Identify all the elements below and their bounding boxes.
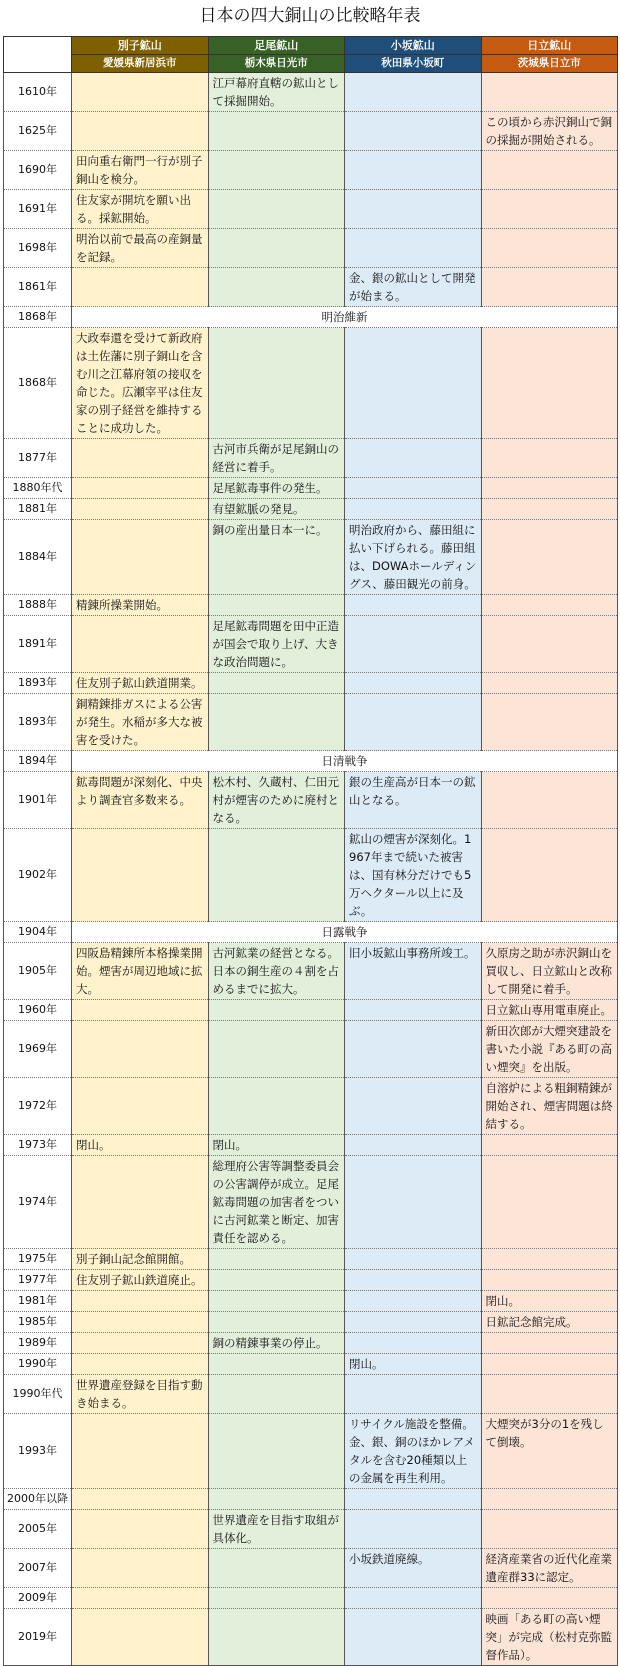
- year-cell: 1698年: [4, 229, 72, 268]
- year-cell: 2019年: [4, 1609, 72, 1666]
- year-cell: 1969年: [4, 1021, 72, 1078]
- table-row: [4, 1489, 618, 1510]
- besshi-cell: [72, 1333, 209, 1354]
- table-row: [4, 1375, 618, 1414]
- header-ashio-location: 栃木県日光市: [208, 55, 345, 73]
- year-cell: 1893年: [4, 694, 72, 751]
- besshi-cell: 閉山。: [72, 1135, 209, 1156]
- hitachi-cell: [481, 694, 618, 751]
- year-cell: 2007年: [4, 1549, 72, 1588]
- besshi-cell: 住友別子鉱山鉄道廃止。: [72, 1270, 209, 1291]
- kosaka-cell: [345, 499, 482, 520]
- header-row-names: [4, 37, 618, 55]
- kosaka-cell: [345, 1135, 482, 1156]
- header-corner: [4, 37, 72, 73]
- table-row: [4, 772, 618, 829]
- table-row: [4, 73, 618, 112]
- table-row: [4, 694, 618, 751]
- year-cell: 1891年: [4, 616, 72, 673]
- header-hitachi-name: 日立鉱山: [481, 37, 618, 55]
- event-cell: 明治維新: [72, 307, 618, 328]
- table-row: [4, 616, 618, 673]
- hitachi-cell: [481, 499, 618, 520]
- year-cell: 1901年: [4, 772, 72, 829]
- kosaka-cell: 銀の生産高が日本一の鉱山となる。: [345, 772, 482, 829]
- hitachi-cell: [481, 1249, 618, 1270]
- header-besshi-name: 別子鉱山: [72, 37, 209, 55]
- kosaka-cell: [345, 1021, 482, 1078]
- besshi-cell: [72, 73, 209, 112]
- table-row: [4, 190, 618, 229]
- ashio-cell: 足尾鉱毒問題を田中正造が国会で取り上げ、大きな政治問題に。: [208, 616, 345, 673]
- besshi-cell: 銅精錬排ガスによる公害が発生。水稲が多大な被害を受けた。: [72, 694, 209, 751]
- besshi-cell: [72, 1078, 209, 1135]
- ashio-cell: [208, 1549, 345, 1588]
- table-row: [4, 595, 618, 616]
- year-cell: 1625年: [4, 112, 72, 151]
- year-cell: 1989年: [4, 1333, 72, 1354]
- year-cell: 1877年: [4, 439, 72, 478]
- ashio-cell: [208, 1375, 345, 1414]
- event-row: [4, 751, 618, 772]
- besshi-cell: [72, 520, 209, 595]
- besshi-cell: [72, 439, 209, 478]
- year-cell: 2000年以降: [4, 1489, 72, 1510]
- event-row: [4, 922, 618, 943]
- table-row: [4, 829, 618, 922]
- hitachi-cell: [481, 1375, 618, 1414]
- year-cell: 1985年: [4, 1312, 72, 1333]
- ashio-cell: 江戸幕府直轄の鉱山として採掘開始。: [208, 73, 345, 112]
- besshi-cell: 住友家が開坑を願い出る。採鉱開始。: [72, 190, 209, 229]
- hitachi-cell: 閉山。: [481, 1291, 618, 1312]
- year-cell: 1990年: [4, 1354, 72, 1375]
- kosaka-cell: [345, 229, 482, 268]
- kosaka-cell: [345, 1156, 482, 1249]
- besshi-cell: 住友別子鉱山鉄道開業。: [72, 673, 209, 694]
- year-cell: 1972年: [4, 1078, 72, 1135]
- hitachi-cell: [481, 478, 618, 499]
- event-cell: 日露戦争: [72, 922, 618, 943]
- besshi-cell: [72, 1021, 209, 1078]
- ashio-cell: 古河鉱業の経営となる。日本の銅生産の４割を占めるまでに拡大。: [208, 943, 345, 1000]
- table-row: [4, 1354, 618, 1375]
- besshi-cell: [72, 1291, 209, 1312]
- besshi-cell: [72, 1489, 209, 1510]
- kosaka-cell: [345, 595, 482, 616]
- table-row: [4, 439, 618, 478]
- hitachi-cell: [481, 1588, 618, 1609]
- ashio-cell: [208, 829, 345, 922]
- table-row: [4, 1078, 618, 1135]
- table-row: [4, 1549, 618, 1588]
- year-cell: 1884年: [4, 520, 72, 595]
- besshi-cell: 四阪島精錬所本格操業開始。煙害が周辺地域に拡大。: [72, 943, 209, 1000]
- table-row: [4, 229, 618, 268]
- hitachi-cell: [481, 1489, 618, 1510]
- hitachi-cell: [481, 1156, 618, 1249]
- ashio-cell: 古河市兵衛が足尾銅山の経営に着手。: [208, 439, 345, 478]
- kosaka-cell: [345, 478, 482, 499]
- besshi-cell: [72, 1510, 209, 1549]
- table-row: [4, 1510, 618, 1549]
- ashio-cell: [208, 1312, 345, 1333]
- table-row: [4, 328, 618, 439]
- hitachi-cell: [481, 520, 618, 595]
- ashio-cell: [208, 328, 345, 439]
- year-cell: 1902年: [4, 829, 72, 922]
- timeline-body: [4, 73, 618, 1666]
- kosaka-cell: [345, 1588, 482, 1609]
- table-row: [4, 1000, 618, 1021]
- kosaka-cell: [345, 1078, 482, 1135]
- table-row: [4, 1270, 618, 1291]
- year-cell: 1888年: [4, 595, 72, 616]
- year-cell: 1904年: [4, 922, 72, 943]
- year-cell: 1993年: [4, 1414, 72, 1489]
- besshi-cell: 田向重右衛門一行が別子銅山を検分。: [72, 151, 209, 190]
- ashio-cell: 足尾鉱毒事件の発生。: [208, 478, 345, 499]
- hitachi-cell: [481, 268, 618, 307]
- kosaka-cell: [345, 439, 482, 478]
- table-row: [4, 478, 618, 499]
- besshi-cell: 精錬所操業開始。: [72, 595, 209, 616]
- header-kosaka-name: 小坂鉱山: [345, 37, 482, 55]
- hitachi-cell: この頃から赤沢銅山で銅の採掘が開始される。: [481, 112, 618, 151]
- ashio-cell: [208, 694, 345, 751]
- hitachi-cell: [481, 1333, 618, 1354]
- table-row: [4, 1588, 618, 1609]
- kosaka-cell: 閉山。: [345, 1354, 482, 1375]
- kosaka-cell: [345, 1609, 482, 1666]
- ashio-cell: [208, 1489, 345, 1510]
- header-ashio-name: 足尾鉱山: [208, 37, 345, 55]
- year-cell: 1973年: [4, 1135, 72, 1156]
- besshi-cell: [72, 1354, 209, 1375]
- year-cell: 1868年: [4, 328, 72, 439]
- besshi-cell: 明治以前で最高の産銅量を記録。: [72, 229, 209, 268]
- kosaka-cell: [345, 1270, 482, 1291]
- besshi-cell: [72, 829, 209, 922]
- year-cell: 1691年: [4, 190, 72, 229]
- ashio-cell: [208, 1291, 345, 1312]
- ashio-cell: [208, 229, 345, 268]
- table-row: [4, 499, 618, 520]
- ashio-cell: [208, 1078, 345, 1135]
- year-cell: 1610年: [4, 73, 72, 112]
- ashio-cell: 世界遺産を目指す取組が具体化。: [208, 1510, 345, 1549]
- year-cell: 1981年: [4, 1291, 72, 1312]
- ashio-cell: [208, 673, 345, 694]
- ashio-cell: 閉山。: [208, 1135, 345, 1156]
- table-row: [4, 673, 618, 694]
- year-cell: 1960年: [4, 1000, 72, 1021]
- hitachi-cell: [481, 1270, 618, 1291]
- ashio-cell: [208, 595, 345, 616]
- hitachi-cell: [481, 439, 618, 478]
- kosaka-cell: [345, 616, 482, 673]
- besshi-cell: 大政奉還を受けて新政府は土佐藩に別子銅山を含む川之江幕府領の接収を命じた。広瀬宰平は住友家の別子経営を維持することに成功した。: [72, 328, 209, 439]
- header-besshi-location: 愛媛県新居浜市: [72, 55, 209, 73]
- hitachi-cell: [481, 190, 618, 229]
- table-row: [4, 1156, 618, 1249]
- ashio-cell: [208, 151, 345, 190]
- header-kosaka-location: 秋田県小坂町: [345, 55, 482, 73]
- kosaka-cell: [345, 673, 482, 694]
- ashio-cell: [208, 1354, 345, 1375]
- hitachi-cell: 日鉱記念館完成。: [481, 1312, 618, 1333]
- hitachi-cell: [481, 829, 618, 922]
- kosaka-cell: 金、銀の鉱山として開発が始まる。: [345, 268, 482, 307]
- hitachi-cell: 自溶炉による粗銅精錬が開始され、煙害問題は終結する。: [481, 1078, 618, 1135]
- besshi-cell: [72, 1549, 209, 1588]
- table-row: [4, 112, 618, 151]
- hitachi-cell: [481, 1135, 618, 1156]
- year-cell: 1894年: [4, 751, 72, 772]
- besshi-cell: [72, 1609, 209, 1666]
- hitachi-cell: [481, 73, 618, 112]
- year-cell: 1974年: [4, 1156, 72, 1249]
- hitachi-cell: [481, 151, 618, 190]
- hitachi-cell: 新田次郎が大煙突建設を書いた小説『ある町の高い煙突』を出版。: [481, 1021, 618, 1078]
- kosaka-cell: 旧小坂鉱山事務所竣工。: [345, 943, 482, 1000]
- kosaka-cell: [345, 328, 482, 439]
- year-cell: 1990年代: [4, 1375, 72, 1414]
- hitachi-cell: [481, 616, 618, 673]
- header-hitachi-location: 茨城県日立市: [481, 55, 618, 73]
- kosaka-cell: [345, 694, 482, 751]
- besshi-cell: 世界遺産登録を目指す動き始まる。: [72, 1375, 209, 1414]
- year-cell: 1975年: [4, 1249, 72, 1270]
- besshi-cell: [72, 112, 209, 151]
- year-cell: 1977年: [4, 1270, 72, 1291]
- hitachi-cell: 大煙突が3分の1を残して倒壊。: [481, 1414, 618, 1489]
- besshi-cell: [72, 268, 209, 307]
- kosaka-cell: 明治政府から、藤田組に払い下げられる。藤田組は、DOWAホールディングス、藤田観光の前身。: [345, 520, 482, 595]
- besshi-cell: 鉱毒問題が深刻化、中央より調査官多数来る。: [72, 772, 209, 829]
- year-cell: 1880年代: [4, 478, 72, 499]
- table-row: [4, 1291, 618, 1312]
- ashio-cell: 銅の産出量日本一に。: [208, 520, 345, 595]
- hitachi-cell: [481, 1354, 618, 1375]
- table-row: [4, 520, 618, 595]
- hitachi-cell: 映画「ある町の高い煙突」が完成（松村克弥監督作品）。: [481, 1609, 618, 1666]
- table-row: [4, 151, 618, 190]
- ashio-cell: [208, 1414, 345, 1489]
- besshi-cell: [72, 499, 209, 520]
- year-cell: 2005年: [4, 1510, 72, 1549]
- ashio-cell: [208, 1000, 345, 1021]
- table-row: [4, 1135, 618, 1156]
- year-cell: 1868年: [4, 307, 72, 328]
- besshi-cell: [72, 1312, 209, 1333]
- besshi-cell: 別子銅山記念館開館。: [72, 1249, 209, 1270]
- ashio-cell: 松木村、久蔵村、仁田元村が煙害のために廃村となる。: [208, 772, 345, 829]
- table-row: [4, 1021, 618, 1078]
- event-row: [4, 307, 618, 328]
- table-row: [4, 1312, 618, 1333]
- kosaka-cell: [345, 1333, 482, 1354]
- hitachi-cell: 久原房之助が赤沢銅山を買収し、日立鉱山と改称して開発に着手。: [481, 943, 618, 1000]
- ashio-cell: [208, 190, 345, 229]
- ashio-cell: 総理府公害等調整委員会の公害調停が成立。足尾鉱毒問題の加害者をついに古河鉱業と断定、加害責任を認める。: [208, 1156, 345, 1249]
- hitachi-cell: [481, 673, 618, 694]
- hitachi-cell: [481, 595, 618, 616]
- besshi-cell: [72, 1000, 209, 1021]
- ashio-cell: [208, 1270, 345, 1291]
- table-row: [4, 1249, 618, 1270]
- besshi-cell: [72, 1588, 209, 1609]
- table-row: [4, 1414, 618, 1489]
- hitachi-cell: [481, 1510, 618, 1549]
- ashio-cell: [208, 1609, 345, 1666]
- table-row: [4, 943, 618, 1000]
- kosaka-cell: [345, 1489, 482, 1510]
- year-cell: 1881年: [4, 499, 72, 520]
- ashio-cell: [208, 1588, 345, 1609]
- hitachi-cell: [481, 229, 618, 268]
- hitachi-cell: 日立鉱山専用電車廃止。: [481, 1000, 618, 1021]
- ashio-cell: [208, 112, 345, 151]
- kosaka-cell: [345, 1375, 482, 1414]
- kosaka-cell: [345, 73, 482, 112]
- kosaka-cell: [345, 151, 482, 190]
- kosaka-cell: [345, 1000, 482, 1021]
- kosaka-cell: [345, 1312, 482, 1333]
- year-cell: 1905年: [4, 943, 72, 1000]
- table-row: [4, 268, 618, 307]
- ashio-cell: 銅の精錬事業の停止。: [208, 1333, 345, 1354]
- kosaka-cell: [345, 112, 482, 151]
- event-cell: 日清戦争: [72, 751, 618, 772]
- hitachi-cell: 経済産業省の近代化産業遺産群33に認定。: [481, 1549, 618, 1588]
- kosaka-cell: [345, 1249, 482, 1270]
- table-row: [4, 1609, 618, 1666]
- kosaka-cell: [345, 1510, 482, 1549]
- year-cell: 1861年: [4, 268, 72, 307]
- page-title: 日本の四大銅山の比較略年表: [199, 6, 421, 26]
- kosaka-cell: 鉱山の煙害が深刻化。1967年まで続いた被害は、国有林分だけでも5万ヘクタール以上に及ぶ。: [345, 829, 482, 922]
- besshi-cell: [72, 478, 209, 499]
- year-cell: 2009年: [4, 1588, 72, 1609]
- ashio-cell: 有望鉱脈の発見。: [208, 499, 345, 520]
- kosaka-cell: [345, 190, 482, 229]
- ashio-cell: [208, 1249, 345, 1270]
- ashio-cell: [208, 1021, 345, 1078]
- kosaka-cell: [345, 1291, 482, 1312]
- kosaka-cell: 小坂鉄道廃線。: [345, 1549, 482, 1588]
- kosaka-cell: リサイクル施設を整備。金、銀、銅のほかレアメタルを含む20種類以上の金属を再生利用。: [345, 1414, 482, 1489]
- table-row: [4, 1333, 618, 1354]
- besshi-cell: [72, 616, 209, 673]
- year-cell: 1690年: [4, 151, 72, 190]
- header-row-locations: [4, 55, 618, 73]
- ashio-cell: [208, 268, 345, 307]
- besshi-cell: [72, 1156, 209, 1249]
- hitachi-cell: [481, 772, 618, 829]
- hitachi-cell: [481, 328, 618, 439]
- year-cell: 1893年: [4, 673, 72, 694]
- timeline-table: [3, 36, 618, 1666]
- besshi-cell: [72, 1414, 209, 1489]
